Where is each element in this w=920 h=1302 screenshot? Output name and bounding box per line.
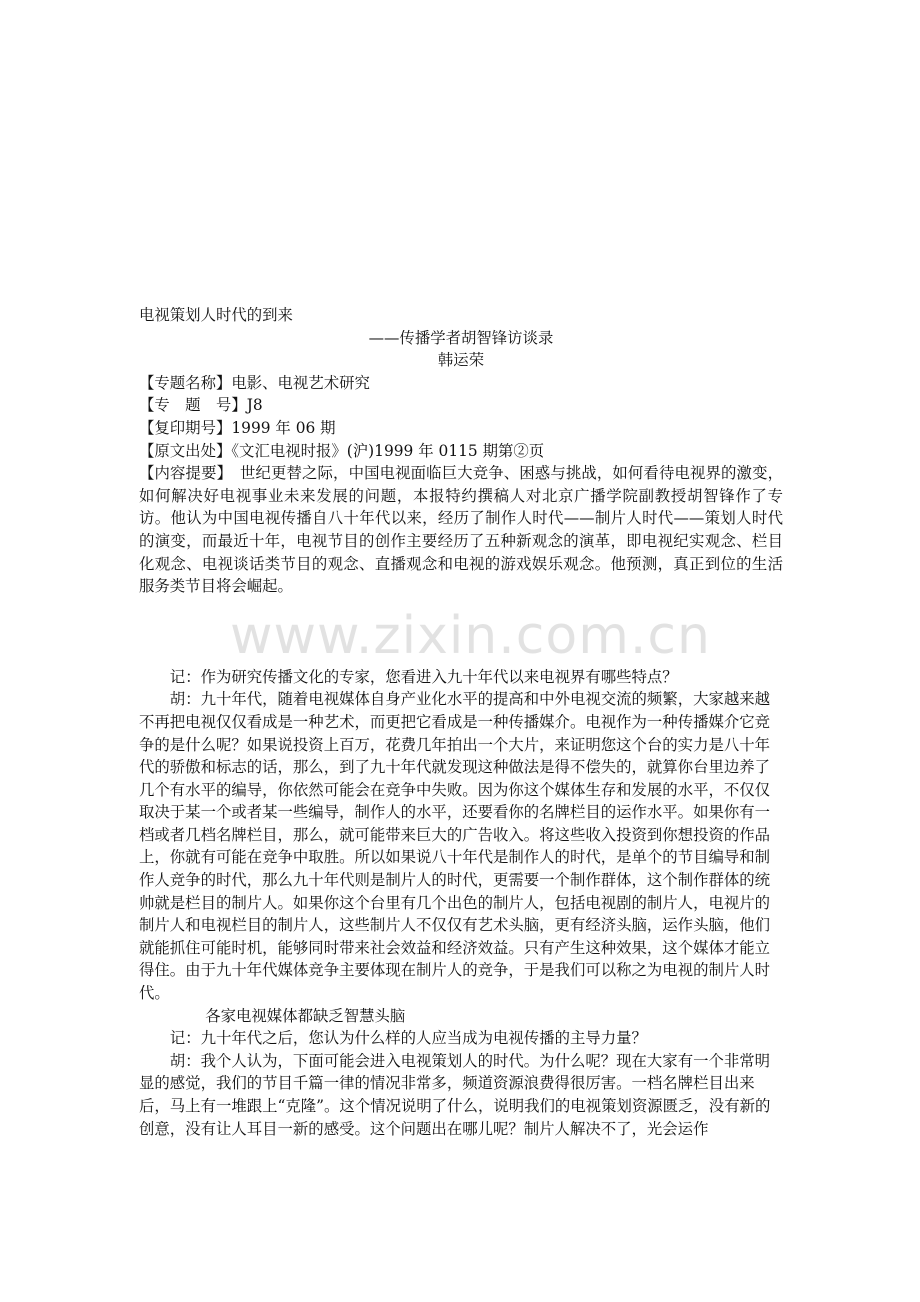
abstract-text: 世纪更替之际，中国电视面临巨大竞争、困惑与挑战，如何看待电视界的激变，如何解决好电视事业未来发展的问题，本报特约撰稿人对北京广播学院副教授胡智锋作了专访。他认为中国电视传播自八十年代以来，经历了制作人时代——制片人时代——策划人时代的演变，而最近十年，电视节目的创作主要经历了五种新观念的演革，即电视纪实观念、栏目化观念、电视谈话类节目的观念、直播观念和电视的游戏娱乐观念。他预测，真正到位的生活服务类节目将会崛起。 — [139, 464, 783, 596]
meta-topic-number — [139, 394, 783, 417]
meta-source — [139, 440, 783, 463]
meta-value: 电影、电视艺术研究 — [231, 373, 370, 392]
document-author: 韩运荣 — [437, 351, 485, 370]
abstract-label: 【内容提要】 — [139, 464, 225, 483]
meta-value: J8 — [246, 396, 263, 415]
meta-label: 【专 题 号】 — [139, 396, 247, 415]
document-title: 电视策划人时代的到来 — [139, 306, 293, 324]
interview-paragraph: 胡：九十年代，随着电视媒体自身产业化水平的提高和中外电视交流的频繁，大家越来越不再把电视仅仅看成是一种艺术，而更把它看成是一种传播媒介。电视作为一种传播媒介它竞争的是什么呢？如果说投资上百万，花费几年拍出一个大片，来证明您这个台的实力是八十年代的骄傲和标志的话，那么，到了九十年代就发现这种做法是得不偿失的，就算你台里边养了几个有水平的编导，你依然可能会在竞争中失败。因为你这个媒体生存和发展的水平，不仅仅取决于某一个或者某一些编导，制作人的水平，还要看你的名牌栏目的运作水平。如果你有一档或者几档名牌栏目，那么，就可能带来巨大的广告收入。将这些收入投资到你想投资的作品上，你就有可能在竞争中取胜。所以如果说八十年代是制作人的时代，是单个的节目编导和制作人竞争的时代，那么九十年代则是制片人的时代，更需要一个制作群体，这个制作群体的统帅就是栏目的制片人。如果你这个台里有几个出色的制片人，包括电视剧的制片人，电视片的制片人和电视栏目的制片人，这些制片人不仅仅有艺术头脑，更有经济头脑，运作头脑，他们就能抓住可能时机，能够同时带来社会效益和经济效益。只有产生这种效果，这个媒体才能立得住。由于九十年代媒体竞争主要体现在制片人的竞争，于是我们可以称之为电视的制片人时代。 — [139, 690, 771, 1003]
interview-paragraph: 记：作为研究传播文化的专家，您看进入九十年代以来电视界有哪些特点？ — [169, 667, 678, 686]
interview-paragraph: 记：九十年代之后，您认为什么样的人应当成为电视传播的主导力量？ — [169, 1029, 647, 1048]
abstract — [139, 462, 783, 598]
section-heading: 各家电视媒体都缺乏智慧头脑 — [205, 1006, 406, 1025]
meta-label: 【复印期号】 — [139, 418, 232, 437]
spacer — [139, 598, 783, 666]
meta-value: 1999 年 06 期 — [231, 418, 336, 437]
meta-value: 《文汇电视时报》(沪)1999 年 0115 期第②页 — [231, 441, 545, 460]
meta-label: 【原文出处】 — [139, 441, 232, 460]
meta-topic-name — [139, 372, 783, 395]
watermark: www.zixin.com.cn — [230, 606, 711, 666]
document-subtitle: ——传播学者胡智锋访谈录 — [368, 328, 554, 347]
document-body — [139, 304, 783, 1140]
meta-issue — [139, 417, 783, 440]
meta-label: 【专题名称】 — [139, 373, 232, 392]
interview-paragraph: 胡：我个人认为，下面可能会进入电视策划人的时代。为什么呢？现在大家有一个非常明显的感觉，我们的节目千篇一律的情况非常多，频道资源浪费得很厉害。一档名牌栏目出来后，马上有一堆跟上“克隆”。这个情况说明了什么，说明我们的电视策划资源匮乏，没有新的创意，没有让人耳目一新的感受。这个问题出在哪儿呢？制片人解决不了，光会运作 — [139, 1051, 771, 1138]
